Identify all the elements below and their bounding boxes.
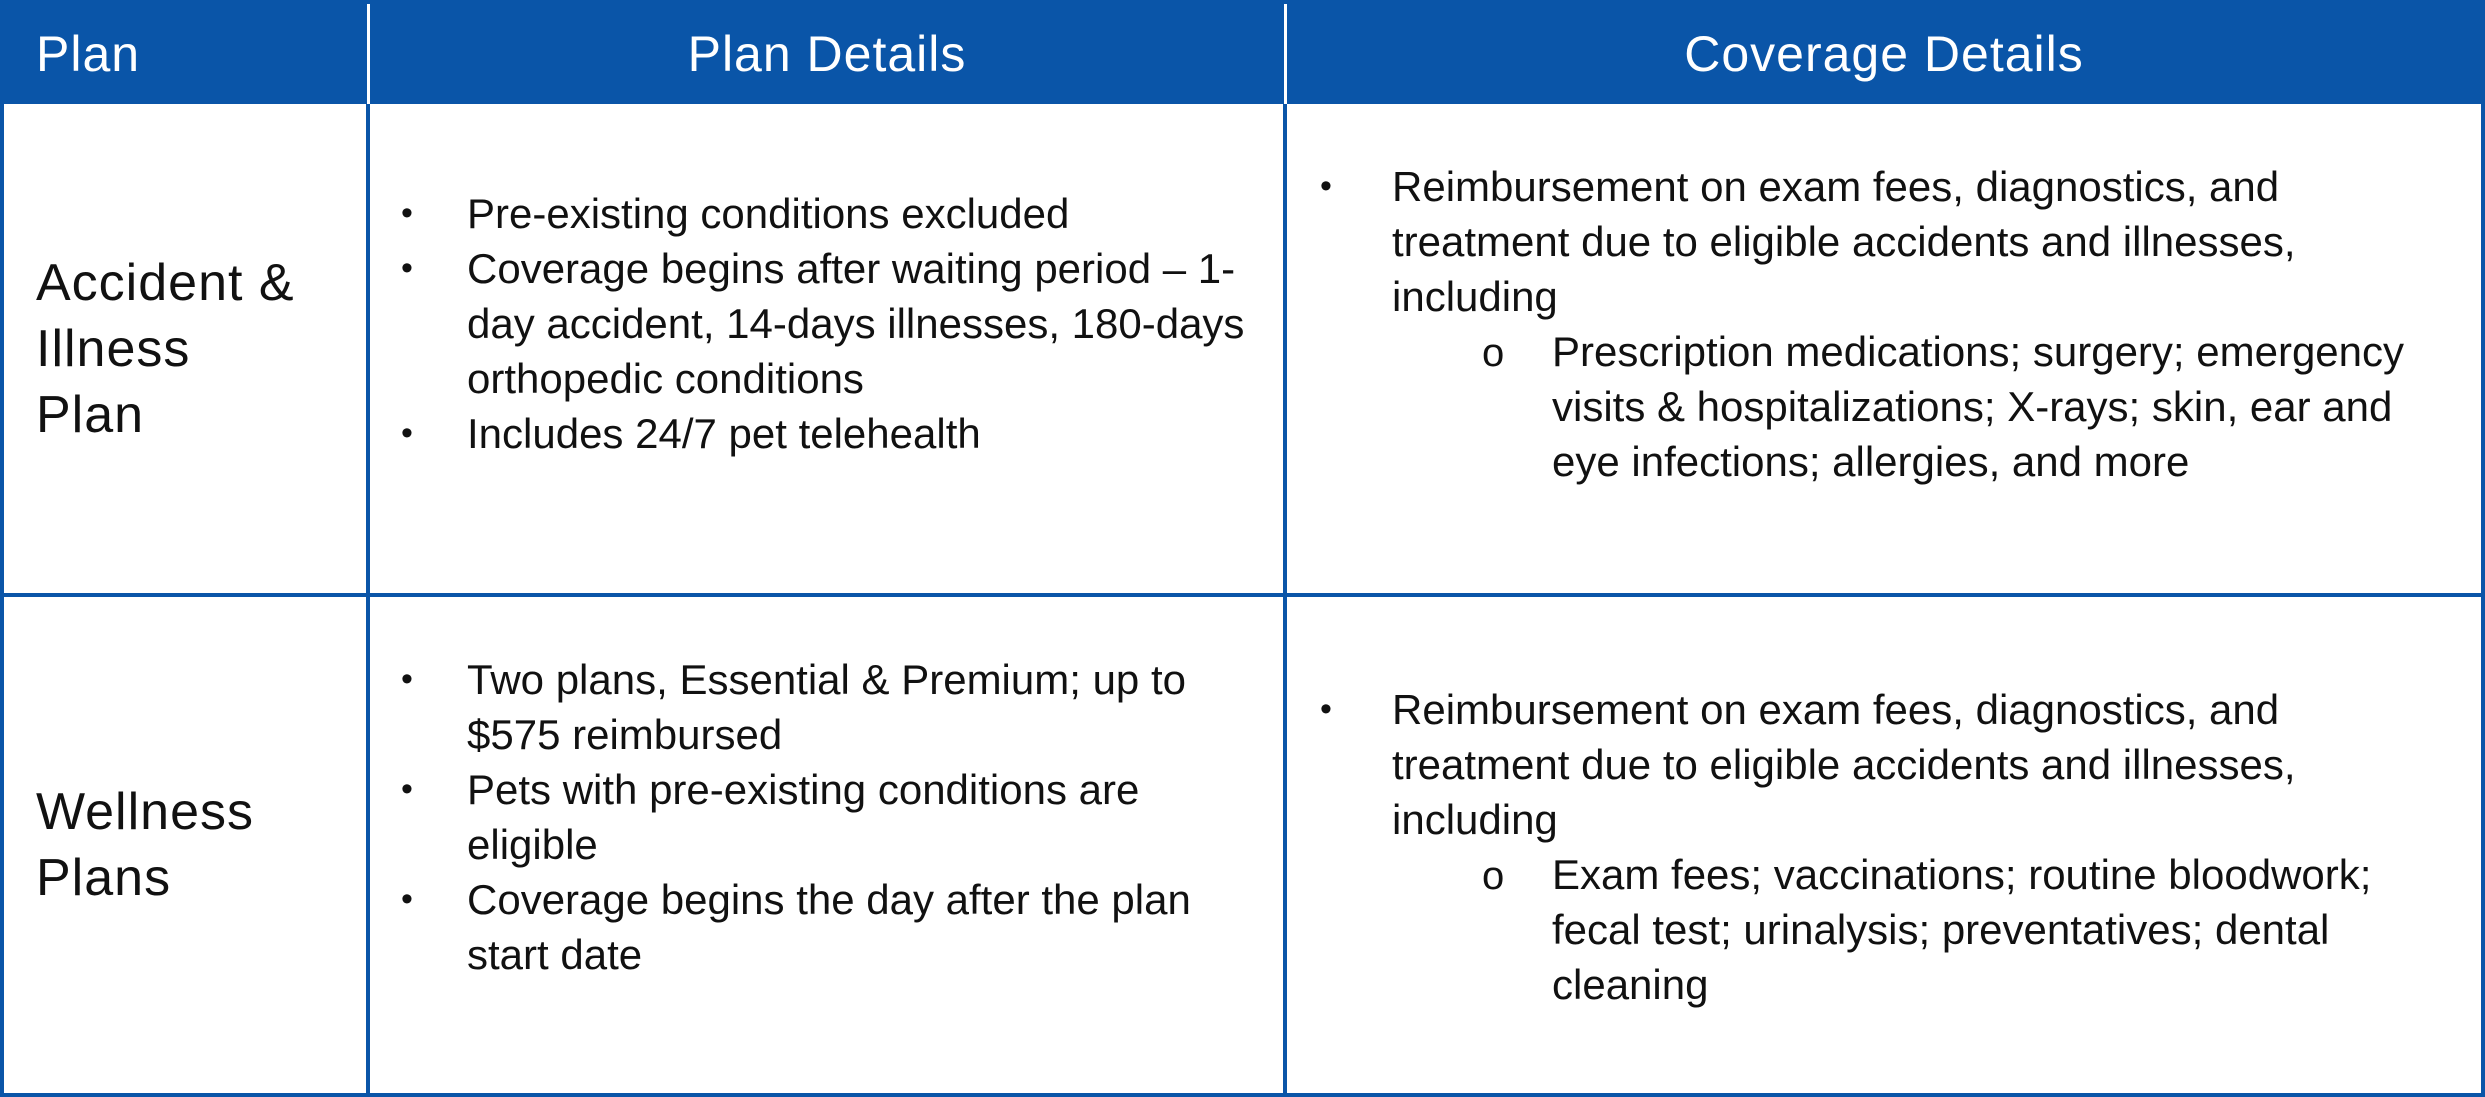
bullet-dot-icon: •: [401, 770, 413, 808]
bullet-dot-icon: •: [1320, 690, 1332, 728]
coverage-details-accident-illness: [1287, 104, 2481, 597]
coverage-list: [1320, 682, 2461, 1012]
plan-details-wellness: [370, 597, 1287, 1093]
coverage-list: [1320, 159, 2461, 489]
header-plan-details: [370, 4, 1287, 104]
plan-details-list: [401, 652, 1263, 982]
header-coverage-details: [1287, 4, 2481, 104]
list-item: o Prescription medications; surgery; emergency visits & hospitalizations; X-rays; skin, ear and eye infections; allergies, and more: [1552, 324, 2461, 489]
list-item: • Reimbursement on exam fees, diagnostics, and treatment due to eligible accidents and illnesses, including o Prescription medications; surgery; emergency visits & hospitalizations; X-rays; skin, ear and eye infections; allergies, and more: [1392, 159, 2461, 489]
plan-name-line: Accident &: [36, 253, 295, 312]
plan-name-wellness: [4, 597, 370, 1093]
bullet-dot-icon: •: [401, 249, 413, 287]
bullet-dot-icon: •: [401, 194, 413, 232]
list-item: • Pets with pre-existing conditions are eligible: [467, 762, 1263, 872]
list-item: • Reimbursement on exam fees, diagnostics, and treatment due to eligible accidents and illnesses, including o Exam fees; vaccinations; routine bloodwork; fecal test; urinalysis; preventatives; dental cleaning: [1392, 682, 2461, 1012]
plan-name-line: Illness: [36, 319, 191, 378]
list-item: • Includes 24/7 pet telehealth: [467, 406, 1263, 461]
coverage-sub-list: [1392, 324, 2461, 489]
list-item: o Exam fees; vaccinations; routine bloodwork; fecal test; urinalysis; preventatives; dental cleaning: [1552, 847, 2461, 1012]
plan-details-accident-illness: [370, 104, 1287, 597]
plan-name-line: Plans: [36, 849, 172, 907]
list-item: • Coverage begins the day after the plan start date: [467, 872, 1263, 982]
bullet-dot-icon: •: [401, 880, 413, 918]
plan-name-accident-illness: [4, 104, 370, 597]
header-coverage-details-label: Coverage Details: [1684, 26, 2084, 82]
hollow-circle-icon: o: [1482, 331, 1505, 375]
plan-name-line: Plan: [36, 385, 145, 444]
list-item: • Coverage begins after waiting period – 1-day accident, 14-days illnesses, 180-days orthopedic conditions: [467, 241, 1263, 406]
hollow-circle-icon: o: [1482, 854, 1505, 898]
coverage-sub-list: [1392, 847, 2461, 1012]
plan-name-line: Wellness: [36, 783, 255, 841]
bullet-dot-icon: •: [401, 414, 413, 452]
header-plan-label: Plan: [36, 26, 141, 82]
bullet-dot-icon: •: [1320, 167, 1332, 205]
header-plan-details-label: Plan Details: [687, 26, 967, 82]
list-item: • Two plans, Essential & Premium; up to $575 reimbursed: [467, 652, 1263, 762]
header-plan: [4, 4, 370, 104]
list-item: • Pre-existing conditions excluded: [467, 186, 1263, 241]
coverage-details-wellness: [1287, 597, 2481, 1093]
bullet-dot-icon: •: [401, 660, 413, 698]
plan-details-list: [401, 186, 1263, 461]
